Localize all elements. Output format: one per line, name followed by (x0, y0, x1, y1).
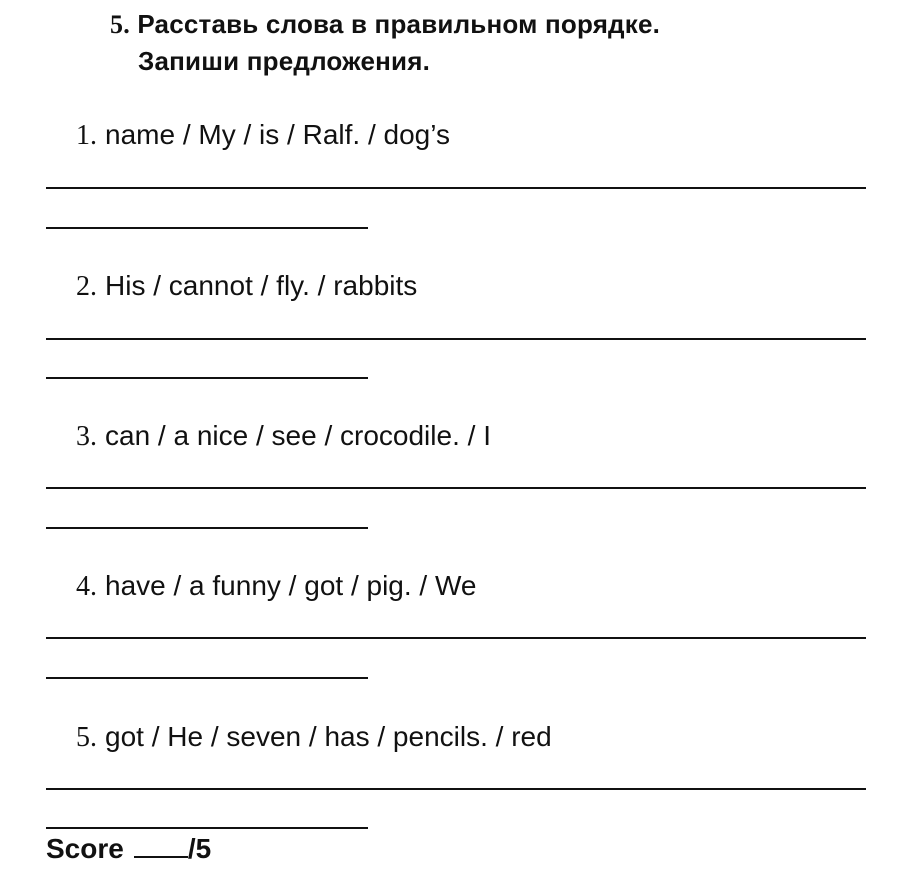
score-total: /5 (187, 833, 212, 864)
task-number: 3. (76, 421, 97, 452)
task-words: can / a nice / see / crocodile. / I (105, 420, 491, 451)
task-number: 1. (76, 120, 97, 151)
exercise-number: 5. (110, 10, 130, 39)
answer-line-short[interactable] (46, 527, 368, 529)
answer-line[interactable] (46, 338, 866, 340)
answer-line-short[interactable] (46, 227, 368, 229)
task-item (76, 269, 417, 304)
instruction-text-1: Расставь слова в правильном порядке. (137, 9, 661, 39)
exercise-heading (110, 6, 660, 79)
task-number: 2. (76, 271, 97, 302)
answer-line[interactable] (46, 788, 866, 790)
task-number: 4. (76, 571, 97, 602)
task-item (76, 569, 476, 604)
answer-line[interactable] (46, 487, 866, 489)
task-words: got / He / seven / has / pencils. / red (105, 721, 552, 752)
instruction-text-2: Запиши предложения. (138, 46, 431, 76)
score-blank[interactable] (134, 832, 188, 858)
task-number: 5. (76, 722, 97, 753)
answer-line-short[interactable] (46, 677, 368, 679)
task-item (76, 419, 491, 454)
task-item (76, 720, 552, 755)
task-item (76, 118, 450, 153)
score-label: Score (46, 833, 124, 864)
task-words: His / cannot / fly. / rabbits (105, 270, 418, 301)
task-words: name / My / is / Ralf. / dog’s (105, 119, 450, 150)
score (46, 832, 211, 866)
heading-line-1 (110, 6, 660, 43)
answer-line[interactable] (46, 637, 866, 639)
answer-line[interactable] (46, 187, 866, 189)
answer-line-short[interactable] (46, 827, 368, 829)
task-words: have / a funny / got / pig. / We (105, 570, 477, 601)
answer-line-short[interactable] (46, 377, 368, 379)
